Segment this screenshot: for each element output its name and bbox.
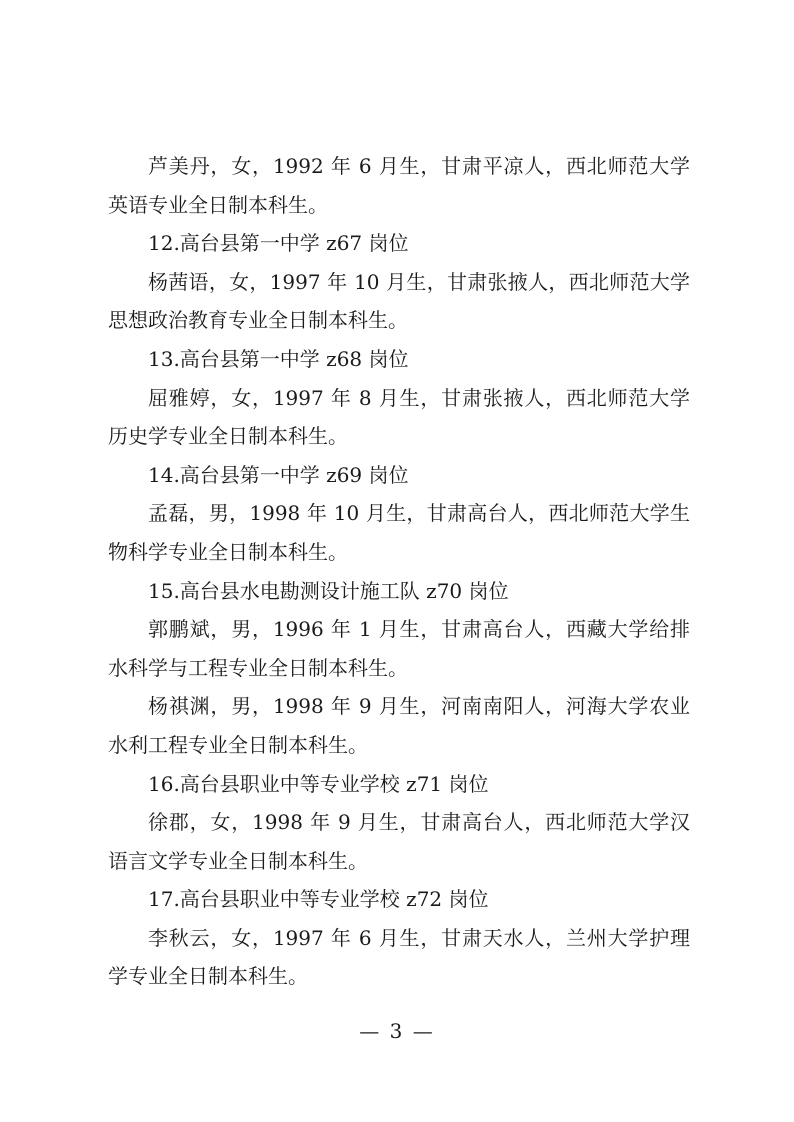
paragraph-line: 思想政治教育专业全日制本科生。 <box>108 308 408 333</box>
paragraph-line: 水科学与工程专业全日制本科生。 <box>108 655 408 680</box>
paragraph-line: 水利工程专业全日制本科生。 <box>108 732 368 757</box>
paragraph-line: 李秋云，女，1997 年 6 月生，甘肃天水人，兰州大学护理 <box>148 925 690 950</box>
section-heading: 16.高台县职业中等专业学校 z71 岗位 <box>148 771 489 796</box>
paragraph-line: 孟磊，男，1998 年 10 月生，甘肃高台人，西北师范大学生 <box>148 501 690 526</box>
paragraph-line: 杨祺渊，男，1998 年 9 月生，河南南阳人，河海大学农业 <box>148 694 690 719</box>
paragraph-line: 语言文学专业全日制本科生。 <box>108 848 368 873</box>
section-heading: 13.高台县第一中学 z68 岗位 <box>148 346 409 371</box>
paragraph-line: 徐郡，女，1998 年 9 月生，甘肃高台人，西北师范大学汉 <box>148 810 690 835</box>
paragraph-line: 屈雅婷，女，1997 年 8 月生，甘肃张掖人，西北师范大学 <box>148 385 690 410</box>
paragraph-line: 郭鹏斌，男，1996 年 1 月生，甘肃高台人，西藏大学给排 <box>148 617 690 642</box>
paragraph-line: 物科学专业全日制本科生。 <box>108 539 348 564</box>
paragraph-line: 芦美丹，女，1992 年 6 月生，甘肃平凉人，西北师范大学 <box>148 154 690 178</box>
section-heading: 14.高台县第一中学 z69 岗位 <box>148 462 409 487</box>
paragraph-line: 英语专业全日制本科生。 <box>108 192 328 217</box>
document-body <box>108 147 690 996</box>
section-heading: 12.高台县第一中学 z67 岗位 <box>148 231 409 256</box>
page-number: — 3 — <box>359 1019 435 1043</box>
section-heading: 15.高台县水电勘测设计施工队 z70 岗位 <box>148 578 509 603</box>
paragraph-line: 杨茜语，女，1997 年 10 月生，甘肃张掖人，西北师范大学 <box>148 269 690 294</box>
paragraph-line: 历史学专业全日制本科生。 <box>108 424 348 449</box>
paragraph-line: 学专业全日制本科生。 <box>108 964 308 989</box>
section-heading: 17.高台县职业中等专业学校 z72 岗位 <box>148 887 489 912</box>
